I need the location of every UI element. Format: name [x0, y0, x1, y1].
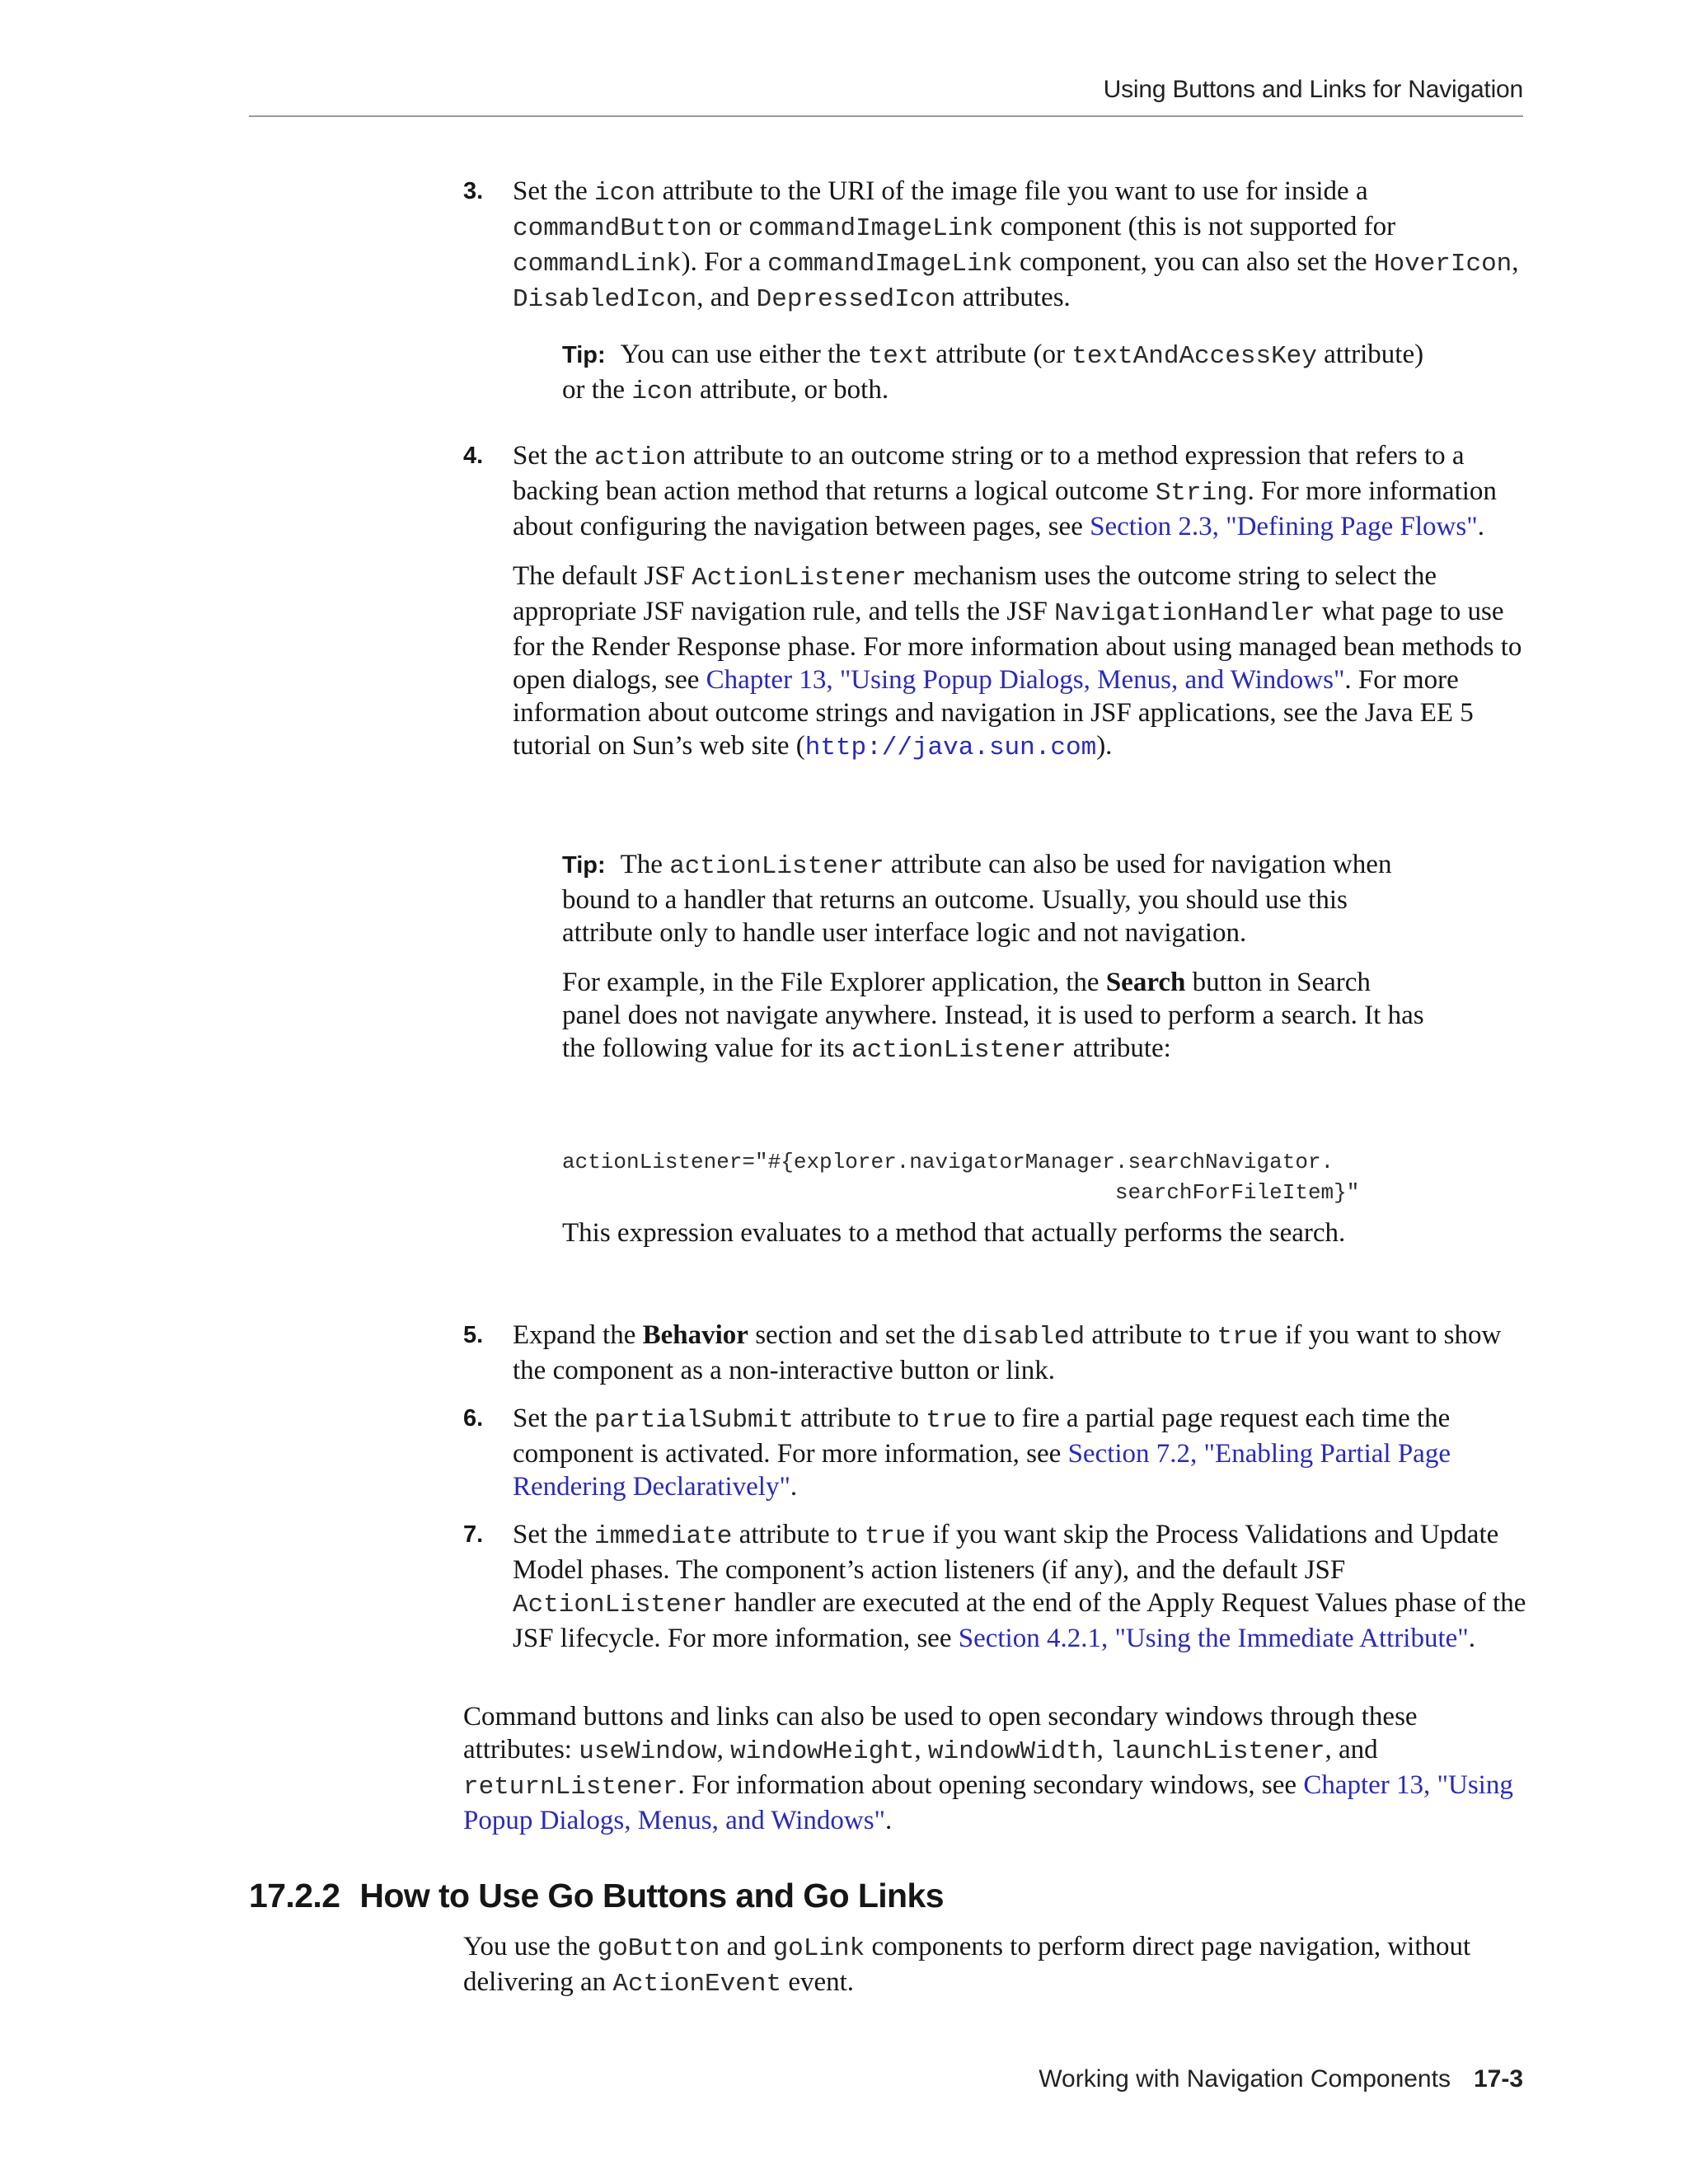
tip-label: Tip: — [562, 852, 606, 879]
header-rule — [249, 115, 1523, 117]
step-number: 7. — [463, 1521, 484, 1548]
link-chapter-13[interactable]: Chapter 13, "Using Popup Dialogs, Menus, and Windows" — [706, 665, 1345, 695]
step-number: 6. — [463, 1405, 484, 1432]
running-header: Using Buttons and Links for Navigation — [1103, 76, 1523, 103]
footer-chapter-title: Working with Navigation Components — [1039, 2065, 1451, 2093]
step-number: 3. — [463, 178, 484, 204]
link-defining-page-flows[interactable]: Section 2.3, "Defining Page Flows" — [1090, 512, 1478, 541]
tip-paragraph: This expression evaluates to a method that actually performs the search. — [562, 1218, 1346, 1248]
code-sample: actionListener="#{explorer.navigatorManager.searchNavigator. searchForFileItem}" — [562, 1150, 1360, 1205]
page-footer — [249, 2065, 1523, 2093]
step-text: Set the action attribute to an outcome string or to a method expression that refers to a backing bean action method that returns a logical outcome String. For more information about configuring the navigation between pages, see Section 2.3, "Defining Page Flows". — [513, 441, 1497, 541]
link-section-7-2[interactable]: Section 7.2, "Enabling Partial Page Rendering Declaratively" — [513, 1439, 1451, 1502]
section-number: 17.2.2 — [249, 1877, 340, 1915]
link-section-4-2-1[interactable]: Section 4.2.1, "Using the Immediate Attribute" — [958, 1624, 1469, 1653]
tip-label: Tip: — [562, 342, 606, 368]
step-text: Expand the Behavior section and set the disabled attribute to true if you want to show the component as a non-interactive button or link. — [513, 1320, 1502, 1385]
section-title: How to Use Go Buttons and Go Links — [359, 1877, 944, 1915]
tip-paragraph: For example, in the File Explorer application, the Search button in Search panel does not navigate anywhere. Instead, it is used to perform a search. It has the following value for its actionListener attribute: — [562, 968, 1424, 1065]
step-text: Set the icon attribute to the URI of the image file you want to use for inside a commandButton or commandImageLink component (this is not supported for commandLink). For a commandImageLink component, you can also set the HoverIcon, DisabledIcon, and DepressedIcon attributes. — [513, 176, 1519, 314]
tip-note: Tip: You can use either the text attribute (or textAndAccessKey attribute) or the icon attribute, or both. — [562, 340, 1424, 406]
step-number: 5. — [463, 1322, 484, 1348]
section-heading — [249, 1872, 1523, 1919]
tip-note: Tip: The actionListener attribute can also be used for navigation when bound to a handler that returns an outcome. Usually, you should use this attribute only to handle user interface logic and not navigation. For example, in the File Explorer application, the Search button in Search panel does not navigate anywhere. Instead, it is used to perform a search. It has the following value for its actionListener attribute: — [562, 848, 1436, 1067]
page-number: 17-3 — [1473, 2065, 1523, 2093]
step-text: Set the immediate attribute to true if you want skip the Process Validations and Update Model phases. The component’s action listeners (if any), and the default JSF ActionListener handler are executed at the end of the Apply Request Values phase of the JSF lifecycle. For more information, see Section 4.2.1, "Using the Immediate Attribute". — [513, 1520, 1526, 1653]
step-number: 4. — [463, 443, 484, 469]
link-java-sun[interactable]: http://java.sun.com — [804, 733, 1097, 762]
section-paragraph: You use the goButton and goLink components to perform direct page navigation, without delivering an ActionEvent event. — [463, 1932, 1471, 1999]
body-paragraph: Command buttons and links can also be used to open secondary windows through these attributes: useWindow, windowHeight, windowWidth, launchListener, and returnListener. For information about opening secondary windows, see Chapter 13, "Using Popup Dialogs, Menus, and Windows". — [463, 1702, 1513, 1835]
link-chapter-13-secondary[interactable]: Chapter 13, "Using Popup Dialogs, Menus, and Windows" — [463, 1770, 1513, 1835]
step-detail-text: The default JSF ActionListener mechanism uses the outcome string to select the appropriate JSF navigation rule, and tells the JSF NavigationHandler what page to use for the Render Response phase. For more information about using managed bean methods to open dialogs, see Chapter 13, "Using Popup Dialogs, Menus, and Windows". For more information about outcome strings and navigation in JSF applications, see the Java EE 5 tutorial on Sun’s web site (http://java.sun.com). — [513, 561, 1522, 762]
step-text: Set the partialSubmit attribute to true to fire a partial page request each time the component is activated. For more information, see Section 7.2, "Enabling Partial Page Rendering Declaratively". — [513, 1404, 1451, 1502]
